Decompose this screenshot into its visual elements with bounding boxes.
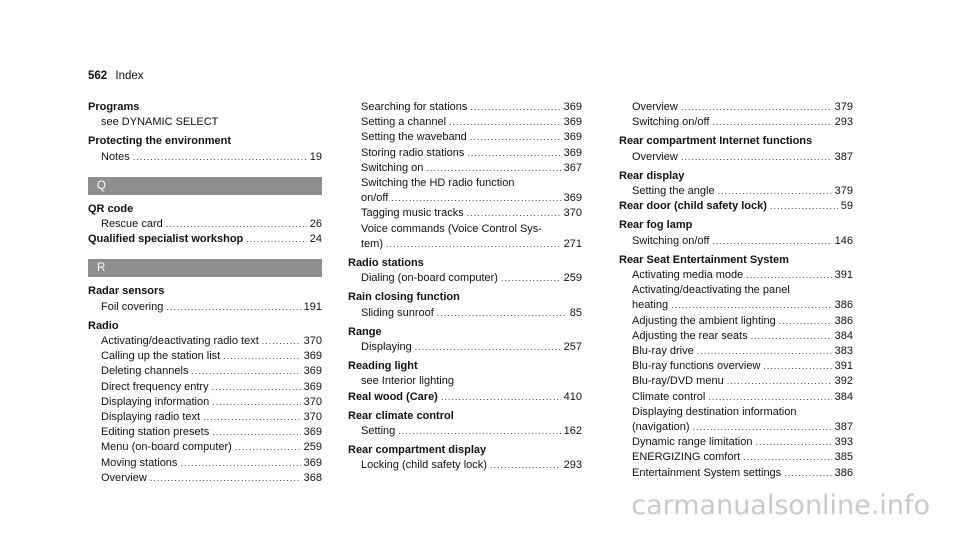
entry-label: Editing station presets [101, 426, 210, 439]
index-subentry [88, 334, 322, 349]
dot-leader [490, 458, 561, 473]
page-header [88, 70, 144, 82]
page-reference: 367 [563, 161, 582, 174]
entry-label: Displaying information [101, 395, 210, 408]
index-subentry [88, 150, 322, 165]
index-subentry [348, 191, 582, 206]
index-subentry [88, 456, 322, 471]
index-heading: Programs [88, 101, 140, 113]
entry-label: tem) [361, 237, 383, 250]
page-reference: 368 [303, 471, 322, 484]
entry-label: Setting the angle [632, 185, 715, 198]
page-reference: 24 [309, 233, 322, 246]
entry-label: Storing radio stations [361, 146, 465, 159]
entry-label: Displaying [361, 341, 412, 354]
index-subentry [348, 115, 582, 130]
index-subentry [348, 424, 582, 439]
page-reference: 391 [834, 269, 853, 282]
entry-label: Climate control [632, 390, 706, 403]
page-reference: 19 [309, 150, 322, 163]
entry-label: on/off [361, 192, 389, 205]
dot-leader [191, 364, 300, 379]
dot-leader [212, 395, 300, 410]
entry-label: Calling up the station list [101, 350, 221, 363]
page-reference: 369 [303, 456, 322, 469]
index-heading: Rear compartment Internet functions [619, 135, 813, 148]
dot-leader [415, 340, 561, 355]
entry-label: Locking (child safety lock) [361, 459, 487, 472]
index-subentry [88, 395, 322, 410]
dot-leader [467, 206, 561, 221]
index-subentry [88, 349, 322, 364]
entry-label: Blu-ray functions overview [632, 360, 761, 373]
entry-label: Setting [361, 425, 396, 438]
page-reference: 162 [563, 425, 582, 438]
dot-leader [437, 306, 567, 321]
page-reference: 386 [834, 299, 853, 312]
entry-label: Displaying radio text [101, 411, 201, 424]
entry-label: Foil covering [101, 300, 164, 313]
index-subentry-text: Displaying destination information [632, 405, 797, 418]
dot-leader [166, 217, 307, 232]
index-subentry [88, 471, 322, 486]
page-reference: 379 [834, 185, 853, 198]
dot-leader [426, 161, 560, 176]
index-subentry [619, 344, 853, 359]
dot-leader [681, 100, 832, 115]
dot-leader [235, 440, 301, 455]
index-subentry [619, 115, 853, 130]
dot-leader [779, 314, 832, 329]
page-reference: 259 [303, 441, 322, 454]
dot-leader [262, 334, 301, 349]
entry-label: Setting a channel [361, 116, 447, 129]
entry-label: Overview [101, 471, 147, 484]
page-reference: 293 [834, 116, 853, 129]
page-reference: 387 [834, 150, 853, 163]
dot-leader [212, 380, 301, 395]
dot-leader [470, 100, 560, 115]
index-subentry [348, 161, 582, 176]
index-heading: Rear compartment display [348, 444, 487, 457]
dot-leader [150, 471, 301, 486]
index-subentry [619, 420, 853, 435]
index-subentry-text: Voice commands (Voice Control Sys- [361, 222, 542, 235]
dot-leader [467, 146, 560, 161]
entry-label: Tagging music tracks [361, 207, 464, 220]
page-reference: 191 [303, 300, 322, 313]
page-number: 562 [88, 70, 108, 82]
dot-leader [746, 268, 831, 283]
index-subentry [348, 306, 582, 321]
entry-label: Menu (on-board computer) [101, 441, 232, 454]
index-heading: Reading light [348, 360, 418, 373]
page-reference: 369 [563, 146, 582, 159]
page-title: Index [115, 70, 144, 82]
entry-label: Switching on [361, 161, 424, 174]
index-subentry-text: Activating/deactivating the panel [632, 284, 790, 297]
page-reference: 370 [303, 411, 322, 424]
dot-leader [223, 349, 300, 364]
entry-label: ENERGIZING comfort [632, 451, 741, 464]
entry-label: Moving stations [101, 456, 178, 469]
page-reference: 369 [563, 131, 582, 144]
dot-leader [784, 466, 831, 481]
entry-label: Overview [632, 101, 678, 113]
index-subentry [619, 150, 853, 165]
page-reference: 293 [563, 459, 582, 472]
index-subentry [88, 364, 322, 379]
dot-leader [692, 420, 831, 435]
index-subentry [88, 440, 322, 455]
page-reference: 370 [303, 395, 322, 408]
dot-leader [391, 191, 560, 206]
page-reference: 370 [563, 207, 582, 220]
dot-leader [246, 232, 306, 247]
index-heading: Radio stations [348, 257, 424, 270]
page-reference: 383 [834, 345, 853, 358]
page-reference: 369 [303, 380, 322, 393]
dot-leader [449, 115, 561, 130]
index-subentry [619, 390, 853, 405]
entry-label: Real wood (Care) [348, 390, 438, 403]
page-reference: 387 [834, 421, 853, 434]
index-subentry [348, 271, 582, 286]
page-reference: 379 [834, 101, 853, 113]
entry-label: Blu-ray/DVD menu [632, 375, 724, 388]
index-heading: Rear display [619, 169, 685, 182]
dot-leader [133, 150, 307, 165]
page-reference: 393 [834, 436, 853, 449]
index-subentry [88, 217, 322, 232]
dot-leader [751, 329, 832, 344]
entry-label: Deleting channels [101, 365, 189, 378]
index-subentry [348, 458, 582, 473]
page-reference: 410 [563, 390, 582, 403]
index-subentry-text: Switching the HD radio function [361, 177, 515, 190]
page-reference: 392 [834, 375, 853, 388]
index-subentry [619, 359, 853, 374]
page-reference: 370 [303, 335, 322, 348]
dot-leader [398, 424, 560, 439]
index-heading: Radio [88, 319, 119, 332]
index-heading: Range [348, 325, 382, 338]
index-subentry [348, 237, 582, 252]
index-subentry [619, 329, 853, 344]
index-column-2 [348, 100, 582, 474]
page-reference: 59 [840, 200, 853, 213]
dot-leader [763, 359, 831, 374]
dot-leader [718, 184, 832, 199]
index-heading: Rain closing function [348, 291, 460, 304]
page-reference: 384 [834, 390, 853, 403]
page-reference: 26 [309, 218, 322, 231]
dot-leader [712, 234, 831, 249]
page-reference: 385 [834, 451, 853, 464]
index-entry [619, 199, 853, 214]
index-subentry [619, 374, 853, 389]
entry-label: Searching for stations [361, 101, 468, 113]
page-reference: 369 [303, 365, 322, 378]
dot-leader [203, 410, 301, 425]
page-reference: 146 [834, 234, 853, 247]
index-subentry [619, 314, 853, 329]
index-column-1 [88, 100, 322, 486]
entry-label: Dynamic range limitation [632, 436, 753, 449]
entry-label: Activating media mode [632, 269, 744, 282]
index-subentry [619, 450, 853, 465]
entry-label: Direct frequency entry [101, 380, 209, 393]
page-reference: 369 [303, 350, 322, 363]
dot-leader [708, 390, 831, 405]
page-reference: 386 [834, 314, 853, 327]
index-entry [348, 390, 582, 405]
index-heading: Protecting the environment [88, 135, 232, 148]
index-heading: Rear Seat Entertainment System [619, 253, 789, 266]
entry-label: (navigation) [632, 421, 690, 434]
entry-label: Notes [101, 150, 130, 163]
index-heading: Radar sensors [88, 285, 165, 298]
index-heading: QR code [88, 202, 134, 215]
page-reference: 369 [563, 192, 582, 205]
index-subentry [88, 380, 322, 395]
dot-leader [470, 130, 561, 145]
index-subentry [619, 435, 853, 450]
dot-leader [770, 199, 838, 214]
dot-leader [697, 344, 832, 359]
entry-label: Activating/deactivating radio text [101, 335, 259, 348]
dot-leader [386, 237, 561, 252]
dot-leader [166, 300, 300, 315]
index-subentry [619, 234, 853, 249]
dot-leader [743, 450, 831, 465]
page-reference: 386 [834, 466, 853, 479]
entry-label: Adjusting the rear seats [632, 329, 748, 342]
page-reference: 384 [834, 329, 853, 342]
dot-leader [727, 374, 832, 389]
index-subentry [348, 206, 582, 221]
index-heading: Rear climate control [348, 409, 454, 422]
entry-label: Entertainment System settings [632, 466, 782, 479]
entry-label: Qualified specialist workshop [88, 233, 244, 246]
index-subentry [348, 340, 582, 355]
entry-label: Switching on/off [632, 116, 710, 129]
index-subentry [348, 130, 582, 145]
entry-label: Setting the waveband [361, 131, 467, 144]
dot-leader [212, 425, 300, 440]
entry-label: Adjusting the ambient lighting [632, 314, 776, 327]
entry-label: Switching on/off [632, 234, 710, 247]
dot-leader [180, 456, 300, 471]
page-reference: 369 [563, 101, 582, 113]
page-reference: 369 [563, 116, 582, 129]
index-heading: Rear fog lamp [619, 219, 693, 232]
index-subentry [88, 410, 322, 425]
index-subentry [88, 300, 322, 315]
index-entry [88, 232, 322, 247]
entry-label: Overview [632, 150, 678, 163]
dot-leader [501, 271, 561, 286]
index-subentry-text: see DYNAMIC SELECT [101, 116, 219, 129]
index-subentry [619, 184, 853, 199]
watermark: carmanualsonline.info [631, 490, 930, 521]
entry-label: Dialing (on-board computer) [361, 272, 498, 285]
index-subentry [619, 268, 853, 283]
index-subentry [88, 425, 322, 440]
entry-label: Rear door (child safety lock) [619, 200, 767, 213]
letter-section-bar: Q [88, 177, 322, 195]
index-subentry [619, 298, 853, 313]
page-reference: 391 [834, 360, 853, 373]
entry-label: Rescue card [101, 218, 163, 231]
entry-label: heating [632, 299, 669, 312]
index-subentry [619, 100, 853, 115]
entry-label: Sliding sunroof [361, 306, 434, 319]
dot-leader [755, 435, 831, 450]
index-subentry [619, 466, 853, 481]
dot-leader [671, 298, 832, 313]
index-subentry [348, 100, 582, 115]
page-reference: 271 [563, 237, 582, 250]
dot-leader [441, 390, 561, 405]
index-subentry [348, 146, 582, 161]
dot-leader [712, 115, 831, 130]
page-reference: 85 [569, 306, 582, 319]
page-reference: 259 [563, 272, 582, 285]
index-subentry-text: see Interior lighting [361, 375, 454, 388]
index-column-3 [619, 100, 853, 481]
page-reference: 257 [563, 341, 582, 354]
entry-label: Blu-ray drive [632, 345, 694, 358]
dot-leader [681, 150, 832, 165]
page-reference: 369 [303, 426, 322, 439]
letter-section-bar: R [88, 259, 322, 277]
